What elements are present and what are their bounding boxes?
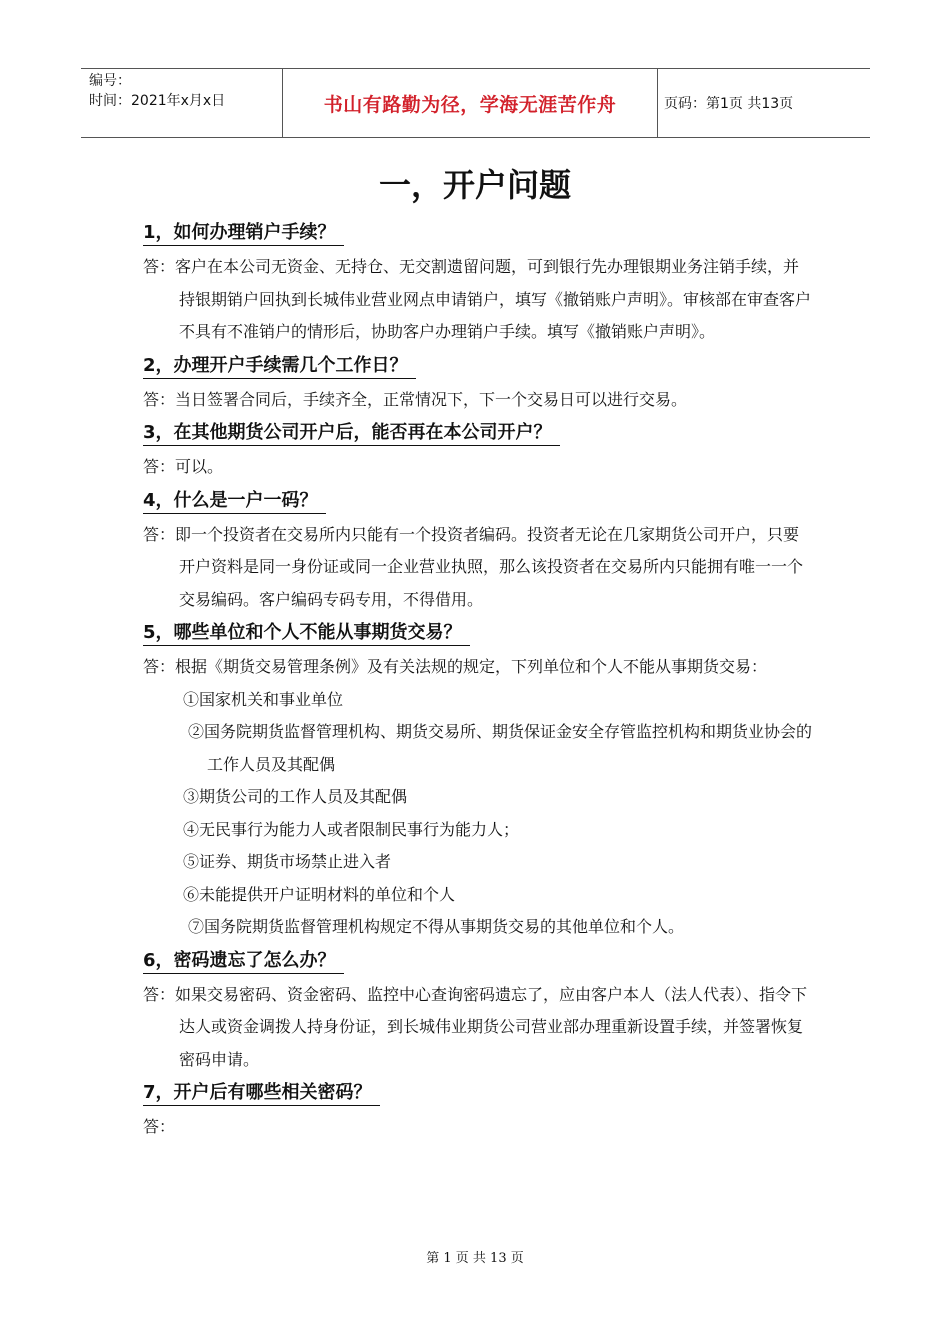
header-motto-cell bbox=[283, 69, 658, 137]
answer-5: 答：根据《期货交易管理条例》及有关法规的规定，下列单位和个人不能从事期货交易： bbox=[143, 657, 768, 676]
answer-4: 答：即一个投资者在交易所内只能有一个投资者编码。投资者无论在几家期货公司开户，只要开户资料是同一身份证或同一企业营业执照，那么该投资者在交易所内只能拥有唯一一个交易编码。客户编码专码专用，不得借用。 bbox=[143, 524, 804, 609]
number-label: 编号： bbox=[89, 73, 131, 89]
list-item: ②国务院期货监督管理机构、期货交易所、期货保证金安全存管监控机构和期货业协会的工作人员及其配偶 bbox=[188, 722, 813, 774]
question-4: 4，什么是一户一码？ bbox=[143, 489, 326, 514]
faq-item-1 bbox=[143, 218, 813, 349]
question-1: 1，如何办理销户手续？ bbox=[143, 221, 344, 246]
faq-item-2 bbox=[143, 351, 813, 417]
header-meta-cell bbox=[81, 69, 283, 137]
question-6: 6，密码遗忘了怎么办？ bbox=[143, 949, 344, 974]
document-title: 一，开户问题 bbox=[378, 166, 571, 204]
list-item: ⑤证券、期货市场禁止进入者 bbox=[183, 852, 392, 871]
list-item: ①国家机关和事业单位 bbox=[183, 689, 344, 709]
answer-6: 答：如果交易密码、资金密码、监控中心查询密码遗忘了，应由客户本人（法人代表）、指令下达人或资金调拨人持身份证，到长城伟业期货公司营业部办理重新设置手续，并签署恢复密码申请。 bbox=[143, 984, 808, 1069]
answer-3: 答：可以。 bbox=[143, 457, 224, 476]
page-info: 页码：第1页 共13页 bbox=[664, 96, 794, 112]
question-7: 7，开户后有哪些相关密码？ bbox=[143, 1081, 380, 1106]
faq-item-3 bbox=[143, 418, 813, 484]
faq-item-5 bbox=[143, 618, 813, 944]
faq-item-6 bbox=[143, 946, 813, 1077]
answer-2: 答：当日签署合同后，手续齐全，正常情况下，下一个交易日可以进行交易。 bbox=[143, 389, 688, 409]
page-footer: 第 1 页 共 13 页 bbox=[426, 1251, 524, 1266]
header-page-cell bbox=[658, 69, 870, 137]
header-table bbox=[81, 68, 870, 138]
faq-item-7 bbox=[143, 1078, 813, 1144]
list-item: ⑥未能提供开户证明材料的单位和个人 bbox=[183, 884, 456, 904]
motto-text: 书山有路勤为径，学海无涯苦作舟 bbox=[323, 93, 617, 116]
list-item: ③期货公司的工作人员及其配偶 bbox=[183, 787, 408, 806]
answer-7: 答： bbox=[143, 1117, 176, 1136]
faq-item-4 bbox=[143, 486, 813, 617]
answer-1: 答：客户在本公司无资金、无持仓、无交割遗留问题，可到银行先办理银期业务注销手续，并持银期销户回执到长城伟业营业网点申请销户，填写《撤销账户声明》。审核部在审查客户不具有不准销户的情形后，协助客户办理销户手续。填写《撤销账户声明》。 bbox=[143, 257, 812, 341]
list-item: ④无民事行为能力人或者限制民事行为能力人； bbox=[183, 819, 520, 839]
time-label: 时间：2021年x月x日 bbox=[89, 93, 226, 109]
question-2: 2，办理开户手续需几个工作日？ bbox=[143, 354, 416, 379]
question-3: 3，在其他期货公司开户后，能否再在本公司开户？ bbox=[143, 421, 560, 446]
list-item: ⑦国务院期货监督管理机构规定不得从事期货交易的其他单位和个人。 bbox=[188, 917, 685, 936]
question-5: 5，哪些单位和个人不能从事期货交易？ bbox=[143, 621, 470, 646]
faq-content bbox=[143, 218, 813, 1146]
